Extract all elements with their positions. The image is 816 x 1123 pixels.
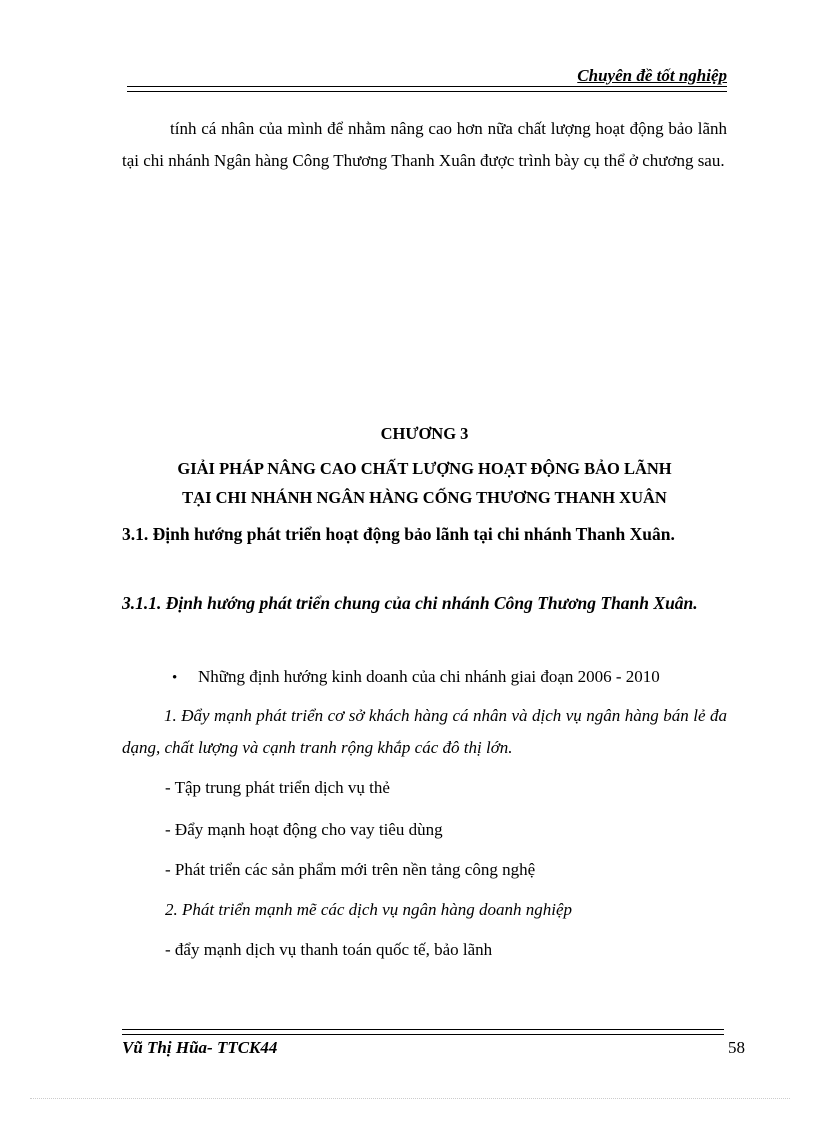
page-edge-divider	[30, 1098, 790, 1099]
page-number: 58	[728, 1038, 745, 1057]
footer-author: Vũ Thị Hũa- TTCK44	[122, 1038, 278, 1057]
list-item: - Tập trung phát triển dịch vụ thẻ	[165, 778, 390, 797]
list-item: - Đẩy mạnh hoạt động cho vay tiêu dùng	[165, 820, 443, 839]
footer-rule	[122, 1029, 724, 1035]
intro-paragraph: tính cá nhân của mình để nhằm nâng cao hơn nữa chất lượng hoạt động bảo lãnh tại chi nhánh Ngân hàng Công Thương Thanh Xuân được trình bày cụ thể ở chương sau.	[122, 119, 727, 170]
list-item: - Phát triển các sản phẩm mới trên nền tảng công nghệ	[165, 860, 536, 879]
section-heading-3-1-1: 3.1.1. Định hướng phát triển chung của chi nhánh Công Thương Thanh Xuân.	[122, 593, 698, 613]
item-2-heading: 2. Phát triển mạnh mẽ các dịch vụ ngân hàng doanh nghiệp	[165, 900, 572, 919]
chapter-title-line-2: TẠI CHI NHÁNH NGÂN HÀNG CỐNG THƯƠNG THANH XUÂN	[182, 488, 667, 507]
bullet-text: Những định hướng kinh doanh của chi nhánh giai đoạn 2006 - 2010	[198, 667, 660, 686]
header-rule	[127, 86, 727, 92]
chapter-label: CHƯƠNG 3	[380, 424, 469, 443]
chapter-title-line-1: GIẢI PHÁP NÂNG CAO CHẤT LƯỢNG HOẠT ĐỘNG BẢO LÃNH	[177, 459, 672, 478]
item-1-paragraph: 1. Đẩy mạnh phát triển cơ sở khách hàng cá nhân và dịch vụ ngân hàng bán lẻ đa dạng, chất lượng và cạnh tranh rộng khắp các đô thị lớn.	[122, 706, 727, 757]
bullet-icon: •	[172, 670, 178, 686]
list-item: - đẩy mạnh dịch vụ thanh toán quốc tế, bảo lãnh	[165, 940, 493, 959]
header-title: Chuyên đề tốt nghiệp	[577, 66, 727, 85]
section-heading-3-1: 3.1. Định hướng phát triển hoạt động bảo lãnh tại chi nhánh Thanh Xuân.	[122, 524, 675, 544]
